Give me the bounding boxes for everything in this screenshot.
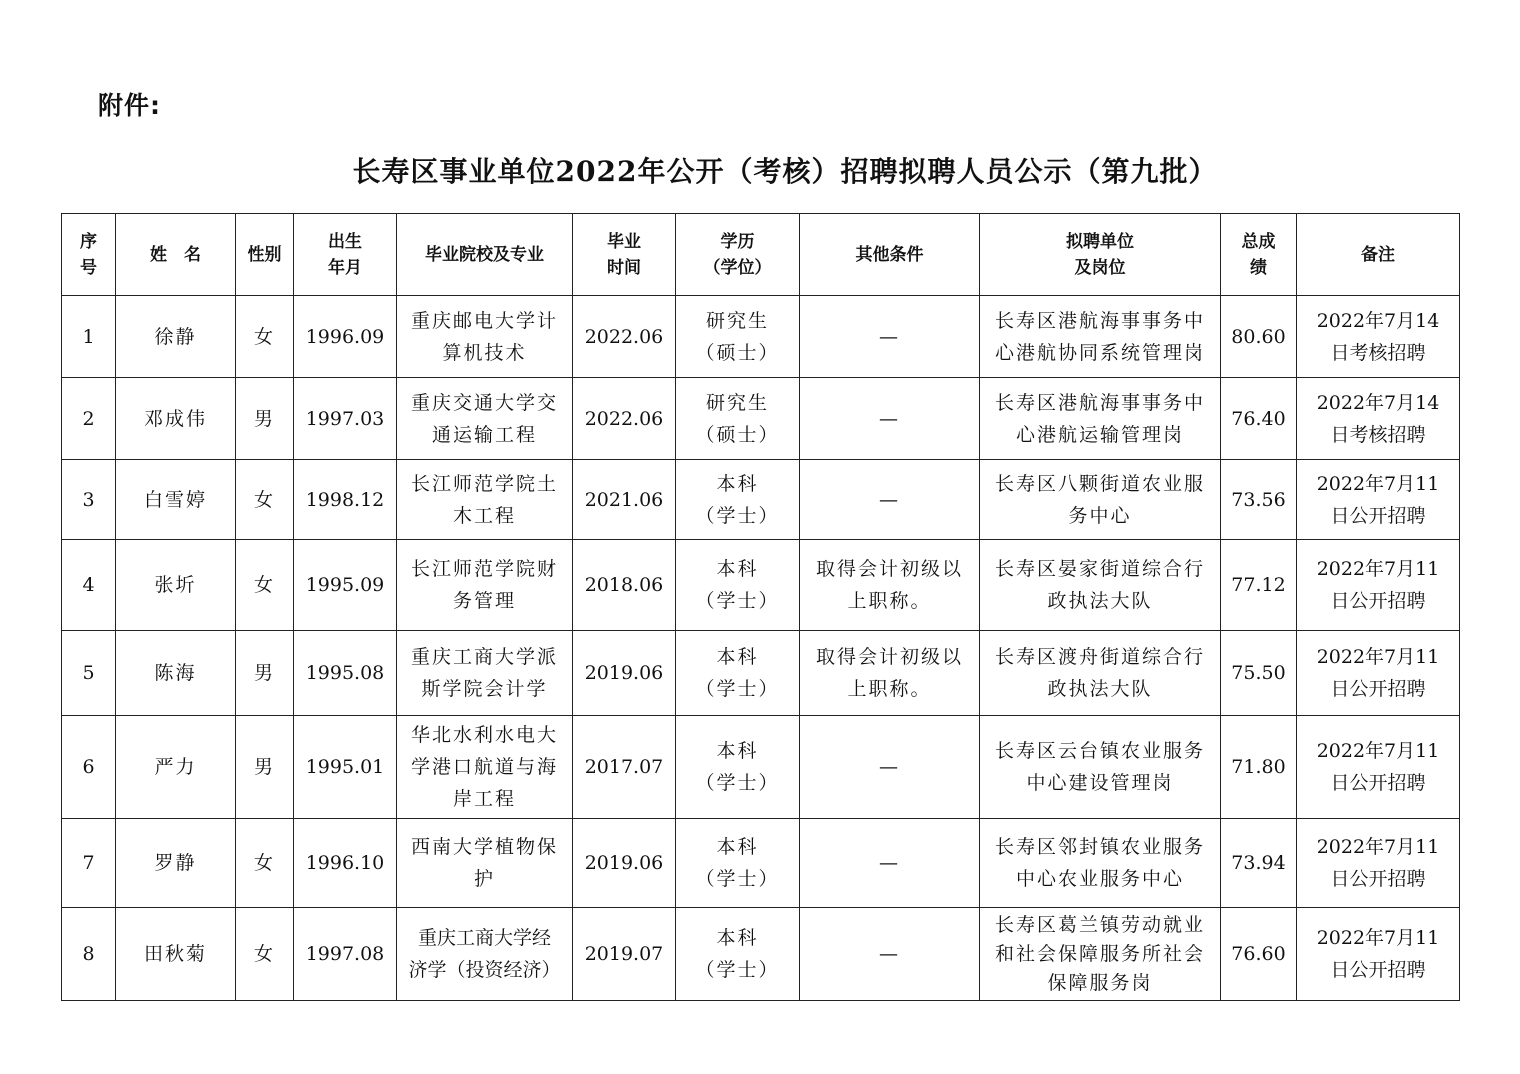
cell-grad-time: 2019.07 <box>573 908 676 1001</box>
cell-no: 1 <box>62 296 116 378</box>
recruitment-table <box>61 213 1460 1001</box>
cell-remark: 2022年7月11 日公开招聘 <box>1297 716 1460 819</box>
cell-grad-time: 2019.06 <box>573 819 676 908</box>
table-row <box>62 540 1460 631</box>
column-header-unit-post: 拟聘单位 及岗位 <box>980 214 1221 296</box>
column-header-school-major: 毕业院校及专业 <box>397 214 573 296</box>
cell-unit-post: 长寿区葛兰镇劳动就业 和社会保障服务所社会 保障服务岗 <box>980 908 1221 1001</box>
cell-school-major: 长江师范学院土 木工程 <box>397 460 573 540</box>
cell-name: 罗静 <box>116 819 236 908</box>
cell-degree: 研究生 （硕士） <box>676 296 800 378</box>
cell-score: 73.94 <box>1221 819 1297 908</box>
cell-grad-time: 2022.06 <box>573 378 676 460</box>
table-row <box>62 819 1460 908</box>
table-row <box>62 716 1460 819</box>
cell-birth: 1998.12 <box>294 460 397 540</box>
cell-degree: 本科 （学士） <box>676 460 800 540</box>
cell-unit-post: 长寿区港航海事事务中 心港航运输管理岗 <box>980 378 1221 460</box>
cell-score: 77.12 <box>1221 540 1297 631</box>
cell-score: 76.40 <box>1221 378 1297 460</box>
document-title: 长寿区事业单位2022年公开（考核）招聘拟聘人员公示（第九批） <box>352 155 1218 188</box>
cell-grad-time: 2022.06 <box>573 296 676 378</box>
attachment-label: 附件: <box>98 91 161 120</box>
cell-degree: 本科 （学士） <box>676 908 800 1001</box>
cell-gender: 女 <box>236 540 294 631</box>
cell-name: 田秋菊 <box>116 908 236 1001</box>
cell-remark: 2022年7月11 日公开招聘 <box>1297 908 1460 1001</box>
cell-grad-time: 2019.06 <box>573 631 676 716</box>
column-header-remark: 备注 <box>1297 214 1460 296</box>
cell-degree: 本科 （学士） <box>676 631 800 716</box>
cell-remark: 2022年7月11 日公开招聘 <box>1297 819 1460 908</box>
cell-gender: 女 <box>236 460 294 540</box>
column-header-other: 其他条件 <box>800 214 980 296</box>
cell-unit-post: 长寿区渡舟街道综合行 政执法大队 <box>980 631 1221 716</box>
column-header-name: 姓 名 <box>116 214 236 296</box>
cell-other: 取得会计初级以 上职称。 <box>800 540 980 631</box>
table-row <box>62 296 1460 378</box>
cell-score: 71.80 <box>1221 716 1297 819</box>
cell-other: 取得会计初级以 上职称。 <box>800 631 980 716</box>
cell-birth: 1995.01 <box>294 716 397 819</box>
cell-unit-post: 长寿区八颗街道农业服 务中心 <box>980 460 1221 540</box>
cell-no: 3 <box>62 460 116 540</box>
cell-name: 张圻 <box>116 540 236 631</box>
cell-school-major: 重庆邮电大学计 算机技术 <box>397 296 573 378</box>
cell-no: 2 <box>62 378 116 460</box>
cell-other: — <box>800 819 980 908</box>
cell-unit-post: 长寿区港航海事事务中 心港航协同系统管理岗 <box>980 296 1221 378</box>
table-row <box>62 378 1460 460</box>
cell-score: 80.60 <box>1221 296 1297 378</box>
cell-name: 严力 <box>116 716 236 819</box>
cell-score: 76.60 <box>1221 908 1297 1001</box>
cell-gender: 男 <box>236 631 294 716</box>
column-header-no: 序 号 <box>62 214 116 296</box>
cell-name: 邓成伟 <box>116 378 236 460</box>
cell-no: 4 <box>62 540 116 631</box>
cell-gender: 女 <box>236 296 294 378</box>
cell-name: 徐静 <box>116 296 236 378</box>
cell-no: 8 <box>62 908 116 1001</box>
table-row <box>62 631 1460 716</box>
cell-other: — <box>800 296 980 378</box>
table-row <box>62 460 1460 540</box>
cell-remark: 2022年7月11 日公开招聘 <box>1297 631 1460 716</box>
cell-remark: 2022年7月11 日公开招聘 <box>1297 460 1460 540</box>
column-header-birth: 出生 年月 <box>294 214 397 296</box>
column-header-grad-time: 毕业 时间 <box>573 214 676 296</box>
cell-birth: 1996.09 <box>294 296 397 378</box>
cell-remark: 2022年7月14 日考核招聘 <box>1297 378 1460 460</box>
cell-gender: 男 <box>236 378 294 460</box>
cell-grad-time: 2018.06 <box>573 540 676 631</box>
cell-gender: 女 <box>236 819 294 908</box>
cell-score: 73.56 <box>1221 460 1297 540</box>
cell-name: 陈海 <box>116 631 236 716</box>
column-header-score: 总成 绩 <box>1221 214 1297 296</box>
column-header-gender: 性别 <box>236 214 294 296</box>
cell-birth: 1995.09 <box>294 540 397 631</box>
cell-degree: 本科 （学士） <box>676 716 800 819</box>
cell-birth: 1997.08 <box>294 908 397 1001</box>
cell-degree: 本科 （学士） <box>676 540 800 631</box>
cell-degree: 研究生 （硕士） <box>676 378 800 460</box>
cell-school-major: 华北水利水电大 学港口航道与海 岸工程 <box>397 716 573 819</box>
table-header-row <box>62 214 1460 296</box>
cell-school-major: 重庆工商大学经 济学（投资经济） <box>397 908 573 1001</box>
cell-remark: 2022年7月14 日考核招聘 <box>1297 296 1460 378</box>
cell-no: 6 <box>62 716 116 819</box>
cell-no: 5 <box>62 631 116 716</box>
cell-unit-post: 长寿区云台镇农业服务 中心建设管理岗 <box>980 716 1221 819</box>
cell-school-major: 重庆工商大学派 斯学院会计学 <box>397 631 573 716</box>
cell-school-major: 西南大学植物保 护 <box>397 819 573 908</box>
cell-unit-post: 长寿区晏家街道综合行 政执法大队 <box>980 540 1221 631</box>
cell-grad-time: 2021.06 <box>573 460 676 540</box>
cell-school-major: 重庆交通大学交 通运输工程 <box>397 378 573 460</box>
cell-other: — <box>800 908 980 1001</box>
cell-score: 75.50 <box>1221 631 1297 716</box>
cell-no: 7 <box>62 819 116 908</box>
cell-degree: 本科 （学士） <box>676 819 800 908</box>
column-header-degree: 学历 （学位） <box>676 214 800 296</box>
cell-other: — <box>800 716 980 819</box>
cell-birth: 1995.08 <box>294 631 397 716</box>
cell-unit-post: 长寿区邻封镇农业服务 中心农业服务中心 <box>980 819 1221 908</box>
cell-birth: 1996.10 <box>294 819 397 908</box>
cell-name: 白雪婷 <box>116 460 236 540</box>
table-row <box>62 908 1460 1001</box>
cell-other: — <box>800 460 980 540</box>
cell-school-major: 长江师范学院财 务管理 <box>397 540 573 631</box>
cell-grad-time: 2017.07 <box>573 716 676 819</box>
cell-other: — <box>800 378 980 460</box>
cell-birth: 1997.03 <box>294 378 397 460</box>
cell-gender: 男 <box>236 716 294 819</box>
cell-remark: 2022年7月11 日公开招聘 <box>1297 540 1460 631</box>
cell-gender: 女 <box>236 908 294 1001</box>
